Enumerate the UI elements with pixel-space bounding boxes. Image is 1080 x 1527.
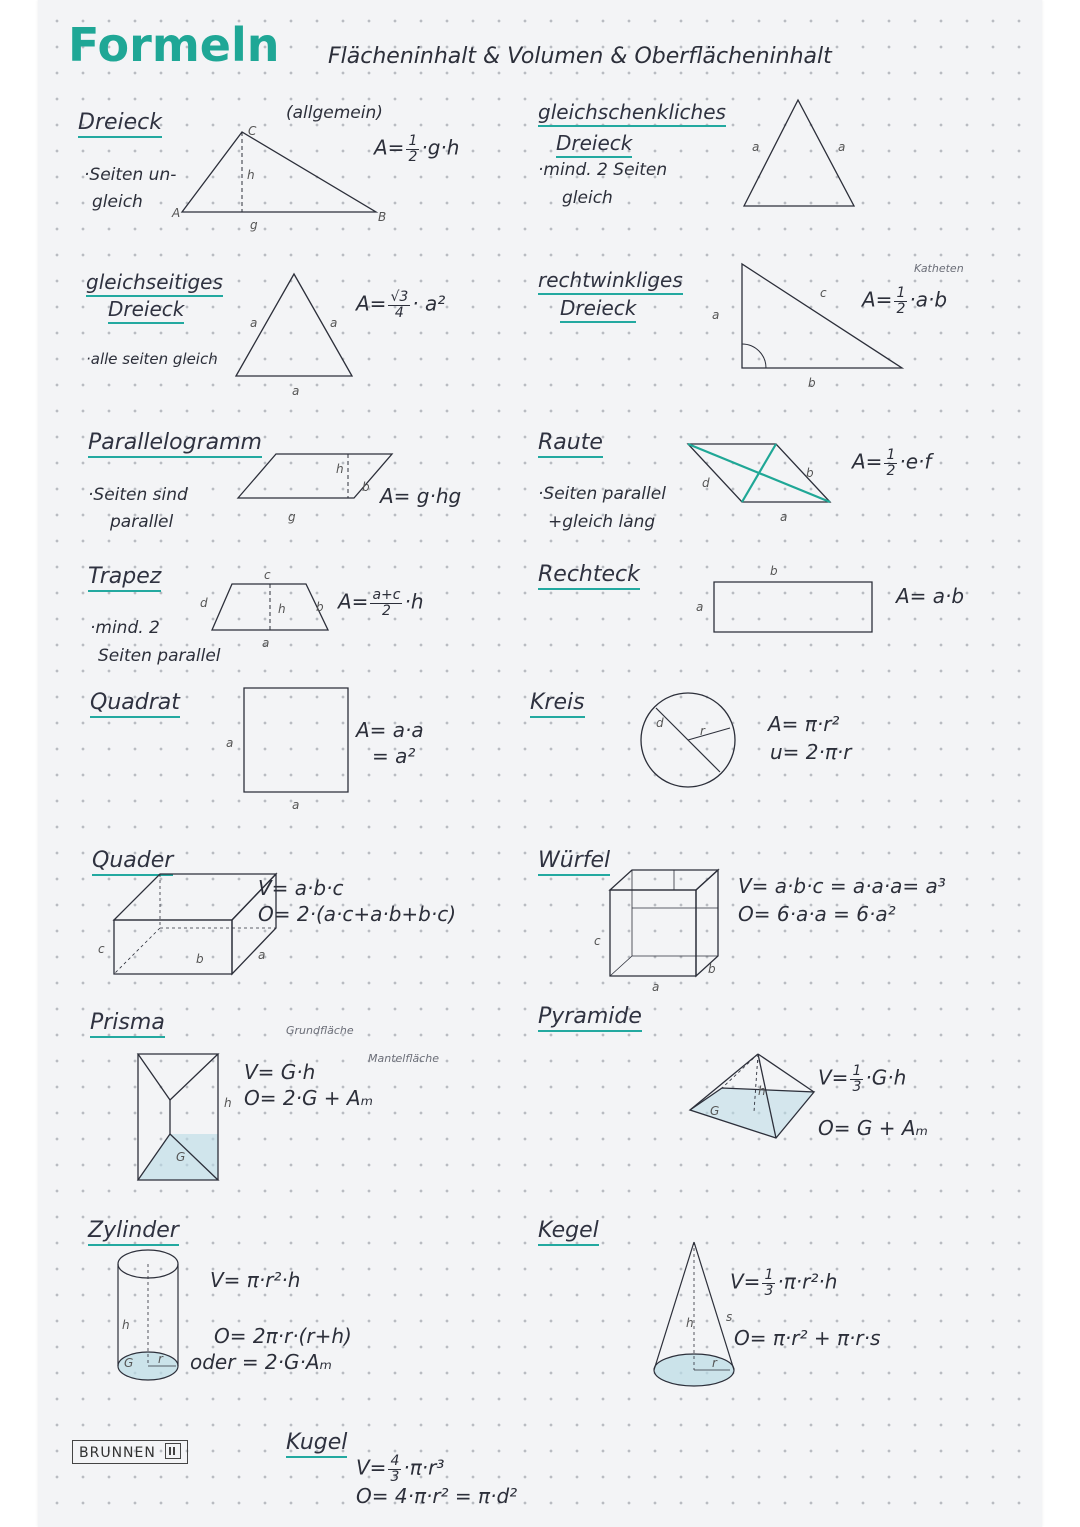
rechtwinklig-heading-line1: rechtwinkliges (538, 268, 683, 295)
prisma-label-h: h (224, 1096, 232, 1110)
parallelogramm-label-b: b (362, 480, 370, 494)
parallelogramm-label-h: h (336, 462, 344, 476)
dreieck-shape (180, 128, 380, 218)
gleichseitig-note: ·alle seiten gleich (86, 350, 218, 368)
wuerfel-formula-surface: O= 6·a·a = 6·a² (738, 902, 896, 926)
parallelogramm-formula: A= g·hg (380, 484, 462, 508)
gleichschenklig-note-line2: gleich (562, 188, 613, 208)
trapez-note-line1: ·mind. 2 (90, 618, 160, 638)
kreis-label-d: d (656, 716, 664, 730)
dreieck-formula: A= $\frac{1}{2}$ ·g·h (374, 133, 460, 165)
rechtwinklig-annotation: Katheten (914, 262, 964, 275)
wuerfel-heading: Würfel (538, 848, 610, 876)
prisma-annotation-lateral: Mantelfläche (368, 1052, 439, 1065)
gleichschenklig-heading-line2: Dreieck (556, 131, 632, 158)
quadrat-heading: Quadrat (90, 690, 180, 718)
trapez-formula: A= $\frac{a+c}{2}$ ·h (338, 587, 424, 619)
pyramide-shape (688, 1052, 818, 1142)
kreis-formula-area: A= π·r² (768, 712, 840, 736)
trapez-heading: Trapez (88, 564, 161, 592)
zylinder-formula-surface: O= 2π·r·(r+h) (214, 1324, 352, 1348)
dreieck-note-line2: gleich (92, 192, 143, 212)
quader-heading: Quader (92, 848, 173, 876)
gleichseitig-label-a-bottom: a (292, 384, 300, 398)
quader-formula-volume: V= a·b·c (258, 876, 344, 900)
gleichseitig-heading-line1: gleichseitiges (86, 270, 223, 297)
prisma-annotation-base: Grundfläche (286, 1024, 354, 1037)
parallelogramm-heading: Parallelogramm (88, 430, 262, 458)
parallelogramm-shape (236, 452, 396, 502)
raute-label-b: b (806, 466, 814, 480)
pyramide-label-h: h (758, 1084, 766, 1098)
gleichschenklig-label-a-left: a (752, 140, 760, 154)
rechtwinklig-label-c: c (820, 286, 827, 300)
kegel-label-h: h (686, 1316, 694, 1330)
kugel-formula-volume: V= $\frac{4}{3}$ ·π·r³ (356, 1453, 445, 1485)
kreis-label-r: r (700, 724, 705, 738)
quader-label-c: c (98, 942, 105, 956)
wuerfel-label-b: b (708, 962, 716, 976)
dreieck-label-c: C (248, 124, 257, 138)
rechtwinklig-heading-line2: Dreieck (560, 296, 636, 323)
page-subtitle: Flächeninhalt & Volumen & Oberflächeninhalt (328, 44, 832, 69)
prisma-shape (136, 1050, 222, 1188)
brand-name: BRUNNEN (79, 1445, 156, 1461)
prisma-formula-surface: O= 2·G + Aₘ (244, 1086, 374, 1110)
dreieck-heading: Dreieck (78, 110, 162, 138)
pyramide-heading: Pyramide (538, 1004, 642, 1032)
kreis-formula-circumference: u= 2·π·r (770, 740, 852, 764)
trapez-note-line2: Seiten parallel (98, 646, 221, 666)
prisma-heading: Prisma (90, 1010, 165, 1038)
quadrat-shape (242, 686, 350, 794)
quadrat-formula-line2: = a² (372, 744, 416, 768)
raute-heading: Raute (538, 430, 603, 458)
kegel-heading: Kegel (538, 1218, 599, 1246)
trapez-label-a: a (262, 636, 270, 650)
kugel-formula-surface: O= 4·π·r² = π·d² (356, 1484, 518, 1508)
wuerfel-shape (608, 868, 722, 980)
kegel-formula-volume: V= $\frac{1}{3}$ ·π·r²·h (730, 1267, 838, 1299)
pyramide-label-g: G (710, 1104, 720, 1118)
gleichseitig-label-a-right: a (330, 316, 338, 330)
zylinder-heading: Zylinder (88, 1218, 179, 1246)
kreis-heading: Kreis (530, 690, 585, 718)
dreieck-label-g: g (250, 218, 258, 232)
gleichseitig-heading-line2: Dreieck (108, 297, 184, 324)
rechteck-formula: A= a·b (896, 584, 965, 608)
gleichschenklig-label-a-right: a (838, 140, 846, 154)
wuerfel-label-a: a (652, 980, 660, 994)
quader-label-a: a (258, 948, 266, 962)
quadrat-label-a-bottom: a (292, 798, 300, 812)
raute-label-d: d (702, 476, 710, 490)
parallelogramm-note-line2: parallel (110, 512, 174, 532)
dreieck-label-a: A (172, 206, 181, 220)
rechtwinklig-formula: A= $\frac{1}{2}$ ·a·b (862, 285, 948, 317)
rechtwinklig-label-a: a (712, 308, 720, 322)
trapez-label-h: h (278, 602, 286, 616)
kegel-label-s: s (726, 1310, 733, 1324)
prisma-label-g: G (176, 1150, 186, 1164)
page-title: Formeln (68, 18, 280, 72)
rechtwinklig-label-b: b (808, 376, 816, 390)
notebook-page (38, 0, 1042, 1527)
dreieck-note-line1: ·Seiten un- (84, 165, 177, 185)
kegel-formula-surface: O= π·r² + π·r·s (734, 1326, 881, 1350)
zylinder-label-g: G (124, 1356, 134, 1370)
kreis-shape (638, 690, 738, 790)
quadrat-formula-line1: A= a·a (356, 718, 424, 742)
rechteck-heading: Rechteck (538, 562, 640, 590)
zylinder-label-r: r (158, 1352, 163, 1366)
rechteck-label-a: a (696, 600, 704, 614)
raute-formula: A= $\frac{1}{2}$ ·e·f (852, 447, 932, 479)
parallelogramm-label-g: g (288, 510, 296, 524)
kugel-heading: Kugel (286, 1430, 347, 1458)
wuerfel-label-c: c (594, 934, 601, 948)
parallelogramm-note-line1: ·Seiten sind (88, 485, 188, 505)
prisma-formula-volume: V= G·h (244, 1060, 316, 1084)
rechtwinklig-shape (740, 262, 906, 372)
zylinder-label-h: h (122, 1318, 130, 1332)
raute-note-line1: ·Seiten parallel (538, 484, 666, 504)
rechteck-label-b: b (770, 564, 778, 578)
zylinder-formula-alt: oder = 2·G·Aₘ (190, 1350, 333, 1374)
trapez-label-b: b (316, 600, 324, 614)
brand-mark-icon (165, 1443, 181, 1459)
rechteck-shape (712, 580, 874, 634)
trapez-shape (210, 582, 332, 634)
trapez-label-c: c (264, 568, 271, 582)
pyramide-formula-surface: O= G + Aₘ (818, 1116, 928, 1140)
gleichseitig-label-a-left: a (250, 316, 258, 330)
gleichseitig-formula: A= $\frac{√3}{4}$ · a² (356, 289, 446, 321)
quader-label-b: b (196, 952, 204, 966)
quader-formula-surface: O= 2·(a·c+a·b+b·c) (258, 902, 457, 926)
trapez-label-d: d (200, 596, 208, 610)
dreieck-label-b: B (378, 210, 387, 224)
dreieck-tag: (allgemein) (286, 103, 383, 123)
raute-label-a: a (780, 510, 788, 524)
raute-note-line2: +gleich lang (548, 512, 656, 532)
quadrat-label-a-left: a (226, 736, 234, 750)
wuerfel-formula-volume: V= a·b·c = a·a·a= a³ (738, 874, 946, 898)
pyramide-formula-volume: V= $\frac{1}{3}$ ·G·h (818, 1063, 907, 1095)
zylinder-formula-volume: V= π·r²·h (210, 1268, 301, 1292)
brand-logo (72, 1440, 188, 1464)
dreieck-label-h: h (247, 168, 255, 182)
gleichschenklig-heading-line1: gleichschenkliches (538, 100, 726, 127)
gleichschenklig-note-line1: ·mind. 2 Seiten (538, 160, 668, 180)
kegel-label-r: r (712, 1356, 717, 1370)
